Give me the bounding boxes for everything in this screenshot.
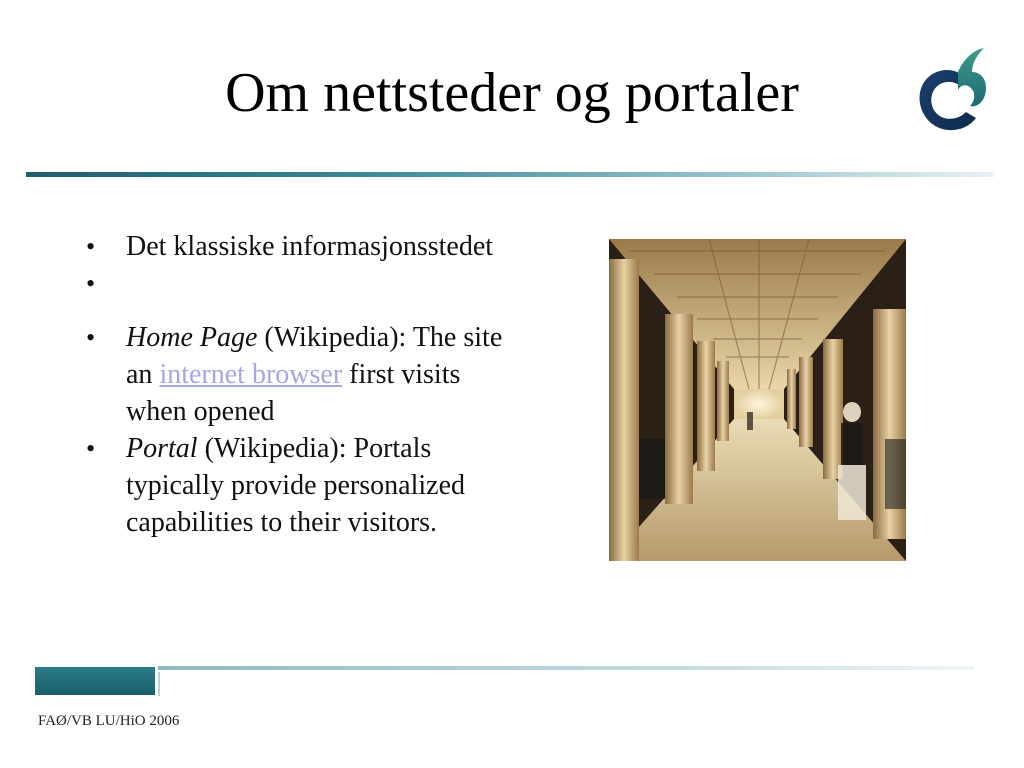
hio-logo-icon xyxy=(910,42,990,134)
bullet-text: first visits when opened xyxy=(126,359,461,427)
bullet-text: Det klassiske informasjonsstedet xyxy=(126,231,494,262)
footer-accent-block xyxy=(35,667,155,695)
footer-divider xyxy=(158,666,974,670)
list-spacer xyxy=(84,265,504,319)
bullet-term: Portal xyxy=(126,433,198,464)
title-divider xyxy=(26,172,994,177)
bullet-list xyxy=(84,228,504,541)
bullet-text: (Wikipedia): The site an xyxy=(126,322,503,390)
bullet-item xyxy=(84,430,504,541)
bullet-item xyxy=(84,228,504,265)
colonnade-hall-photo-icon xyxy=(609,239,906,561)
bullet-text: (Wikipedia): Portals typically provide personalized capabilities to their visitors. xyxy=(126,433,465,538)
internet-browser-link[interactable]: internet browser xyxy=(159,359,343,390)
bullet-item xyxy=(84,319,504,430)
slide-footer: FAØ/VB LU/HiO 2006 xyxy=(38,713,180,729)
bullet-term: Home Page xyxy=(126,322,258,353)
footer-divider-tick xyxy=(158,672,160,696)
slide-title: Om nettsteder og portaler xyxy=(225,62,799,124)
